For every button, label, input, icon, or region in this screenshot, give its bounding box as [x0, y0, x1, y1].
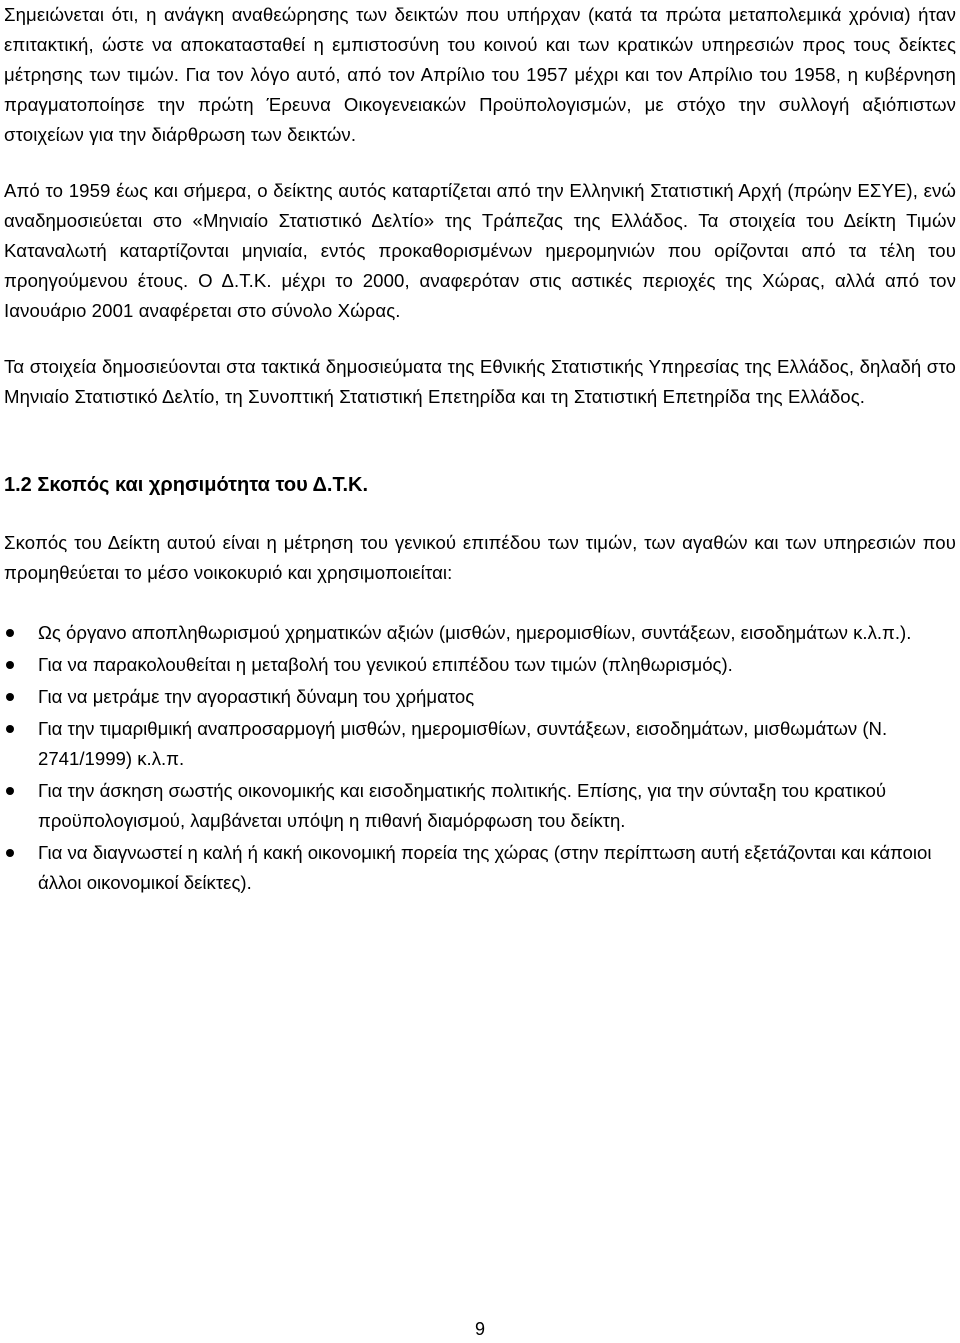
list-item-text: Για να διαγνωστεί η καλή ή κακή οικονομική πορεία της χώρας (στην περίπτωση αυτή εξετάζονται και κάποιοι άλλοι οικονομικοί δείκτες).	[38, 842, 932, 893]
section-heading: 1.2 Σκοπός και χρησιμότητα του Δ.Τ.Κ.	[4, 474, 369, 496]
list-item-text: Για την άσκηση σωστής οικονομικής και εισοδηματικής πολιτικής. Επίσης, για την σύνταξη του κρατικού προϋπολογισμού, λαμβάνεται υπόψη η πιθανή διαμόρφωση του δείκτη.	[38, 780, 887, 831]
list-item	[4, 650, 956, 680]
list-item-text: Ως όργανο αποπληθωρισμού χρηματικών αξιών (μισθών, ημερομισθίων, συντάξεων, εισοδημάτων κ.λ.π.).	[38, 622, 912, 643]
paragraph-history: Σημειώνεται ότι, η ανάγκη αναθεώρησης των δεικτών που υπήρχαν (κατά τα πρώτα μεταπολεμικά χρόνια) ήταν επιτακτική, ώστε να αποκατασταθεί η εμπιστοσύνη του κοινού και των κρατικών υπηρεσιών προς τους δείκτες μέτρησης των τιμών. Για τον λόγο αυτό, από τον Απρίλιο του 1957 μέχρι και τον Απρίλιο του 1958, η κυβέρνηση πραγματοποίησε την πρώτη Έρευνα Οικογενειακών Προϋπολογισμών, με στόχο την συλλογή αξιόπιστων στοιχείων για την διάρθρωση των δεικτών.	[4, 4, 956, 145]
list-item	[4, 776, 956, 836]
paragraph-publications: Τα στοιχεία δημοσιεύονται στα τακτικά δημοσιεύματα της Εθνικής Στατιστικής Υπηρεσίας της Ελλάδος, δηλαδή στο Μηνιαίο Στατιστικό Δελτίο, τη Συνοπτική Στατιστική Επετηρίδα και τη Στατιστική Επετηρίδα της Ελλάδος.	[4, 356, 956, 407]
bullet-icon	[6, 787, 14, 795]
list-item-text: Για να παρακολουθείται η μεταβολή του γενικού επιπέδου των τιμών (πληθωρισμός).	[38, 654, 733, 675]
bullet-icon	[6, 849, 14, 857]
paragraph-purpose: Σκοπός του Δείκτη αυτού είναι η μέτρηση του γενικού επιπέδου των τιμών, των αγαθών και των υπηρεσιών που προμηθεύεται το μέσο νοικοκυριό και χρησιμοποιείται:	[4, 532, 956, 583]
page-number: 9	[474, 1319, 485, 1339]
bullet-icon	[6, 629, 14, 637]
list-item	[4, 618, 956, 648]
list-item	[4, 714, 956, 774]
bullet-icon	[6, 693, 14, 701]
list-item-text: Για να μετράμε την αγοραστική δύναμη του χρήματος	[38, 686, 475, 707]
list-item	[4, 682, 956, 712]
bullet-icon	[6, 725, 14, 733]
document-page	[4, 0, 956, 900]
bullet-icon	[6, 661, 14, 669]
purpose-list	[4, 618, 956, 898]
list-item-text: Για την τιμαριθμική αναπροσαρμογή μισθών, ημερομισθίων, συντάξεων, εισοδημάτων, μισθωμάτων (Ν. 2741/1999) κ.λ.π.	[38, 718, 888, 769]
list-item	[4, 838, 956, 898]
paragraph-compilation: Από το 1959 έως και σήμερα, ο δείκτης αυτός καταρτίζεται από την Ελληνική Στατιστική Αρχή (πρώην ΕΣΥΕ), ενώ αναδημοσιεύεται στο «Μηνιαίο Στατιστικό Δελτίο» της Τράπεζας της Ελλάδος. Τα στοιχεία του Δείκτη Τιμών Καταναλωτή καταρτίζονται μηνιαία, εντός προκαθορισμένων ημερομηνιών που ορίζονται από τα τέλη του προηγούμενου έτους. Ο Δ.Τ.Κ. μέχρι το 2000, αναφερόταν στις αστικές περιοχές της Χώρας, αλλά από τον Ιανουάριο 2001 αναφέρεται στο σύνολο Χώρας.	[4, 180, 956, 321]
